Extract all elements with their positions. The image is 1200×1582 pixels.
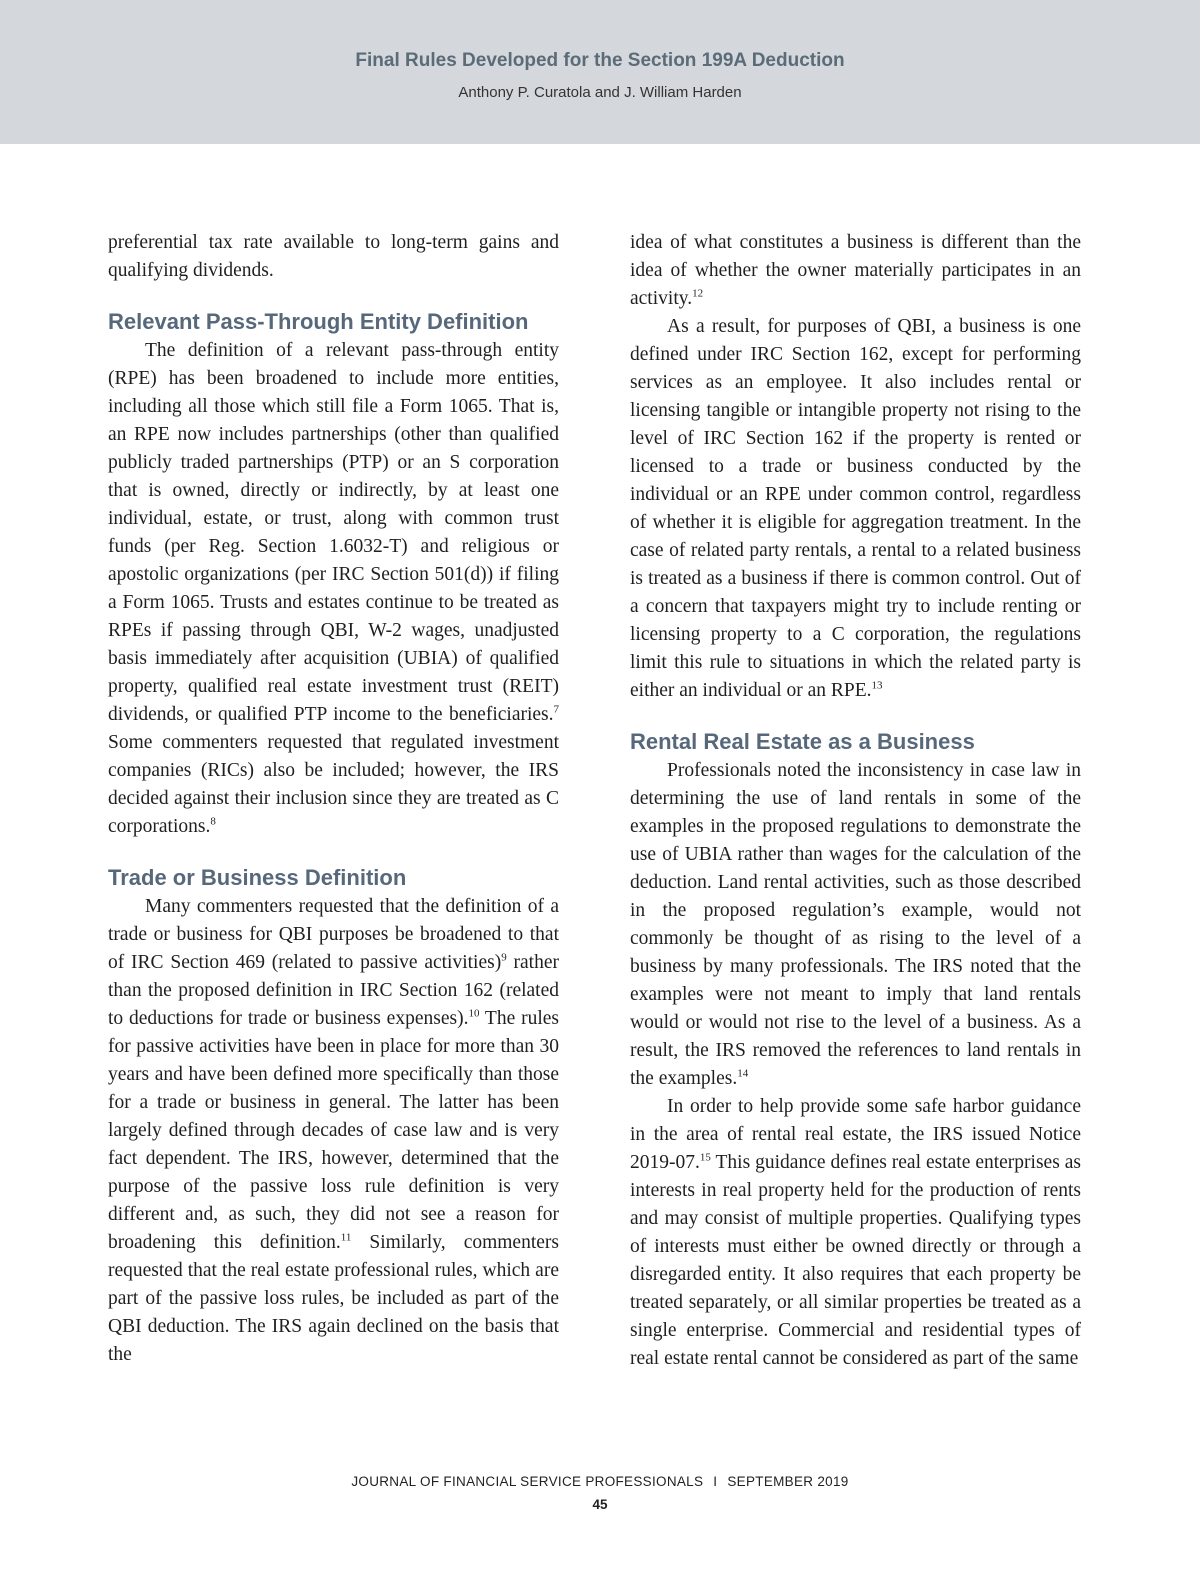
paragraph-trade-business: Many commenters requested that the definition of a trade or business for QBI purposes be broadened to that of IRC Section 469 (related to passive activities)$^9$ rather than the proposed definition in IRC Section 162 (related to deductions for trade or business expenses).$^{10}$ The rules for passive activities have been in place for more than 30 years and have been defined more specifically than those for a trade or business in general. The latter has been largely defined through decades of case law and is very fact dependent. The IRS, however, determined that the purpose of the passive loss rule definition is very different and, as such, they did not see a reason for broadening this definition.$^{11}$ Similarly, commenters requested that the real estate professional rules, which are part of the passive loss rules, be included as part of the QBI deduction. The IRS again declined on the basis that the <box>108 896 559 1365</box>
page-header <box>0 0 1200 144</box>
page-footer <box>0 1474 1200 1512</box>
page-number: 45 <box>592 1497 608 1512</box>
heading-rpe-definition: Relevant Pass-Through Entity Definition <box>108 309 529 334</box>
footnote-ref: 12 <box>692 287 704 300</box>
paragraph-qbi-business: As a result, for purposes of QBI, a business is one defined under IRC Section 162, except for performing services as an employee. It also includes rental or licensing tangible or intangible property not rising to the level of IRC Section 162 if the property is rented or licensed to a trade or business conducted by the individual or an RPE under common control, regardless of whether it is eligible for aggregation treatment. In the case of related party rentals, a rental to a related business is treated as a business if there is common control. Out of a concern that taxpayers might try to include renting or licensing property to a C corporation, the regulations limit this rule to situations in which the related party is either an individual or an RPE.$^{13}$ <box>630 316 1081 701</box>
paragraph-land-rentals: Professionals noted the inconsistency in case law in determining the use of land rentals in some of the examples in the proposed regulations to demonstrate the use of UBIA rather than wages for the calculation of the deduction. Land rental activities, such as those described in the proposed regulation’s example, would not commonly be thought of as rising to the level of a business by many professionals. The IRS noted that the examples were not meant to imply that land rentals would or would not rise to the level of a business. As a result, the IRS removed the references to land rentals in the examples.$^{14}$ <box>630 760 1081 1089</box>
footnote-ref: 11 <box>340 1231 352 1244</box>
footnote-ref: 8 <box>210 815 216 828</box>
paragraph-rpe: The definition of a relevant pass-through entity (RPE) has been broadened to include more entities, including all those which still file a Form 1065. That is, an RPE now includes partnerships (other than qualified publicly traded partnerships (PTP) or an S corporation that is owned, directly or indirectly, by at least one individual, estate, or trust, along with common trust funds (per Reg. Section 1.6032-T) and religious or apostolic organizations (per IRC Section 501(d)) if filing a Form 1065. Trusts and estates continue to be treated as RPEs if passing through QBI, W-2 wages, unadjusted basis immediately after acquisition (UBIA) of qualified property, qualified real estate investment trust (REIT) dividends, or qualified PTP income to the beneficiaries.$^7$ Some commenters requested that regulated investment companies (RICs) also be included; however, the IRS decided against their inclusion since they are treated as C corporations.$^8$ <box>108 340 559 837</box>
heading-rental-real-estate: Rental Real Estate as a Business <box>630 729 975 754</box>
left-column <box>108 229 559 1369</box>
journal-name: JOURNAL OF FINANCIAL SERVICE PROFESSIONALS <box>351 1474 704 1489</box>
heading-trade-business-definition: Trade or Business Definition <box>108 865 407 890</box>
paragraph-continued: idea of what constitutes a business is different than the idea of whether the owner materially participates in an activity.$^{12}$ <box>630 232 1081 309</box>
footnote-ref: 13 <box>871 679 883 692</box>
footnote-ref: 15 <box>699 1151 711 1164</box>
article-title: Final Rules Developed for the Section 199A Deduction <box>355 50 845 71</box>
article-authors: Anthony P. Curatola and J. William Harden <box>458 84 742 101</box>
paragraph-safe-harbor: In order to help provide some safe harbor guidance in the area of rental real estate, the IRS issued Notice 2019-07.15 This guidance defines real estate enterprises as interests in real property held for the production of rents and may consist of multiple properties. Qualifying types of interests must either be owned directly or through a disregarded entity. It also requires that each property be treated separately, or all similar properties be treated as a single enterprise. Commercial and residential types of real estate rental cannot be considered as part of the same <box>630 1096 1081 1369</box>
paragraph-intro: preferential tax rate available to long-term gains and qualifying dividends. <box>108 232 559 281</box>
footnote-ref: 7 <box>553 703 559 716</box>
footnote-ref: 14 <box>737 1067 749 1080</box>
footnote-ref: 9 <box>501 951 507 964</box>
right-column <box>630 229 1081 1373</box>
footer-separator: I <box>713 1474 718 1489</box>
footnote-ref: 10 <box>468 1007 480 1020</box>
journal-line <box>0 1474 1200 1489</box>
issue-date: SEPTEMBER 2019 <box>727 1474 849 1489</box>
